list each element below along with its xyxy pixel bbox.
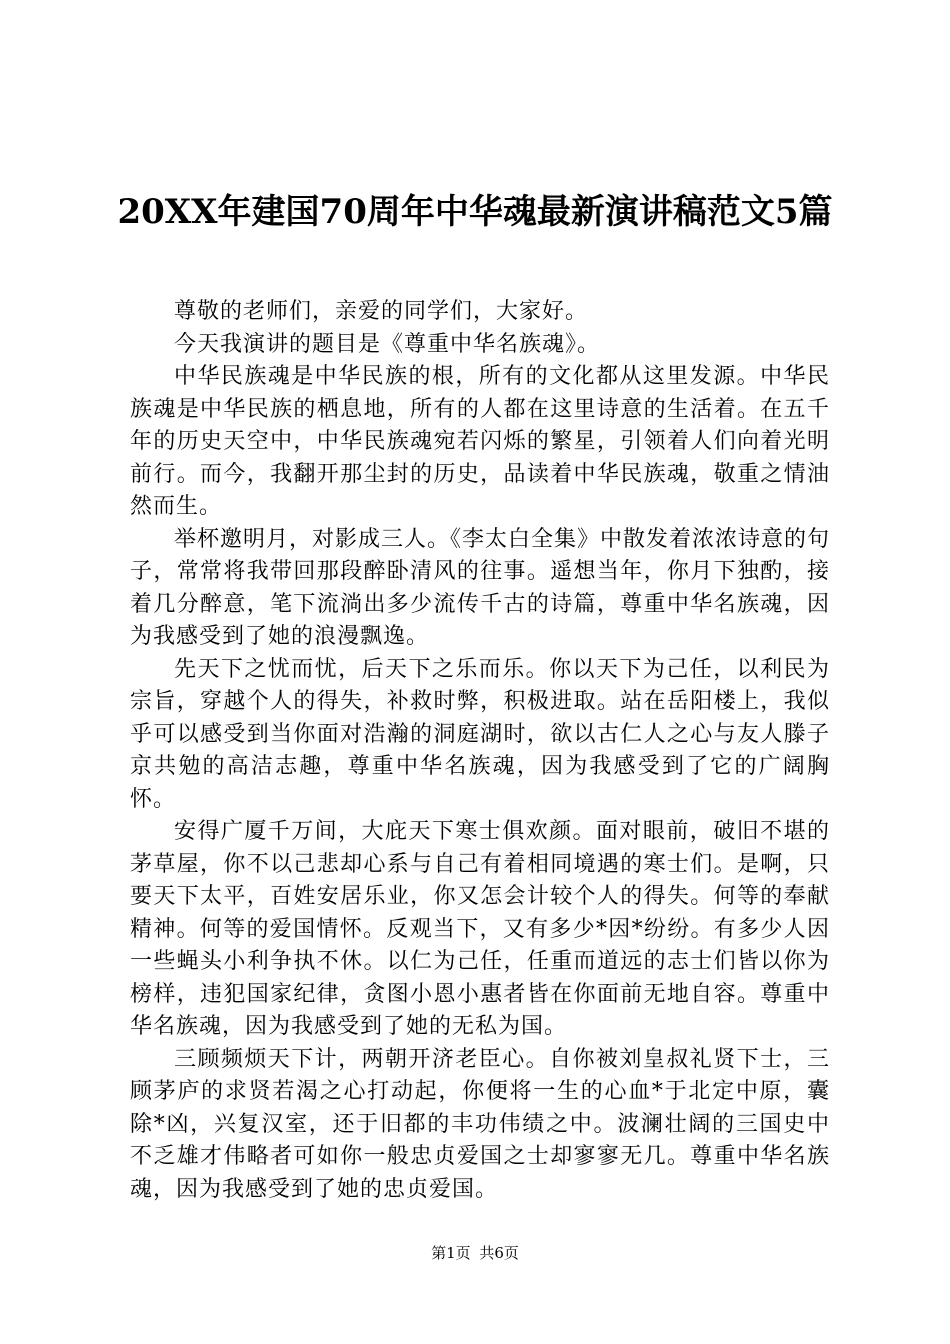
paragraph-national-soul: 中华民族魂是中华民族的根，所有的文化都从这里发源。中华民族魂是中华民族的栖息地，所有的人都在这里诗意的生活着。在五千年的历史天空中，中华民族魂宛若闪烁的繁星，引领着人们向着光明前行。而今，我翻开那尘封的历史，品读着中华民族魂，敬重之情油然而生。 xyxy=(130,364,830,519)
page-number: 第1页 xyxy=(431,1244,471,1262)
paragraph-fan-zhongyan: 先天下之忧而忧，后天下之乐而乐。你以天下为己任，以利民为宗旨，穿越个人的得失，补救时弊，积极进取。站在岳阳楼上，我似乎可以感受到当你面对浩瀚的洞庭湖时，欲以古仁人之心与友人滕子京共勉的高洁志趣，尊重中华名族魂，因为我感受到了它的广阔胸怀。 xyxy=(130,656,830,812)
page-footer xyxy=(0,1243,950,1263)
paragraph-li-bai: 举杯邀明月，对影成三人。《李太白全集》中散发着浓浓诗意的句子，常常将我带回那段醉卧清风的往事。遥想当年，你月下独酌，接着几分醉意，笔下流淌出多少流传千古的诗篇，尊重中华名族魂，因为我感受到了她的浪漫飘逸。 xyxy=(130,526,831,649)
paragraph-zhuge-liang: 三顾频烦天下计，两朝开济老臣心。自你被刘皇叔礼贤下士，三顾茅庐的求贤若渴之心打动起，你便将一生的心血*于北定中原，囊除*凶，兴复汉室，还于旧都的丰功伟绩之中。波澜壮阔的三国史中不乏雄才伟略者可如你一般忠贞爱国之士却寥寥无几。尊重中华名族魂，因为我感受到了她的忠贞爱国。 xyxy=(130,1046,830,1202)
page-total: 共6页 xyxy=(479,1244,519,1262)
document-title: 20XX年建国70周年中华魂最新演讲稿范文5篇 xyxy=(117,192,833,232)
paragraph-greeting: 尊敬的老师们，亲爱的同学们，大家好。 xyxy=(174,299,589,324)
document-body xyxy=(130,296,830,1206)
paragraph-topic: 今天我演讲的题目是《尊重中华名族魂》。 xyxy=(174,331,601,357)
paragraph-du-fu: 安得广厦千万间，大庇天下寒士俱欢颜。面对眼前，破旧不堪的茅草屋，你不以己悲却心系与自己有着相同境遇的寒士们。是啊，只要天下太平，百姓安居乐业，你又怎会计较个人的得失。何等的奉献精神。何等的爱国情怀。反观当下，又有多少*因*纷纷。有多少人因一些蝇头小利争执不休。以仁为己任，任重而道远的志士们皆以你为榜样，违犯国家纪律，贪图小恩小惠者皆在你面前无地自容。尊重中华名族魂，因为我感受到了她的无私为国。 xyxy=(130,819,830,1039)
